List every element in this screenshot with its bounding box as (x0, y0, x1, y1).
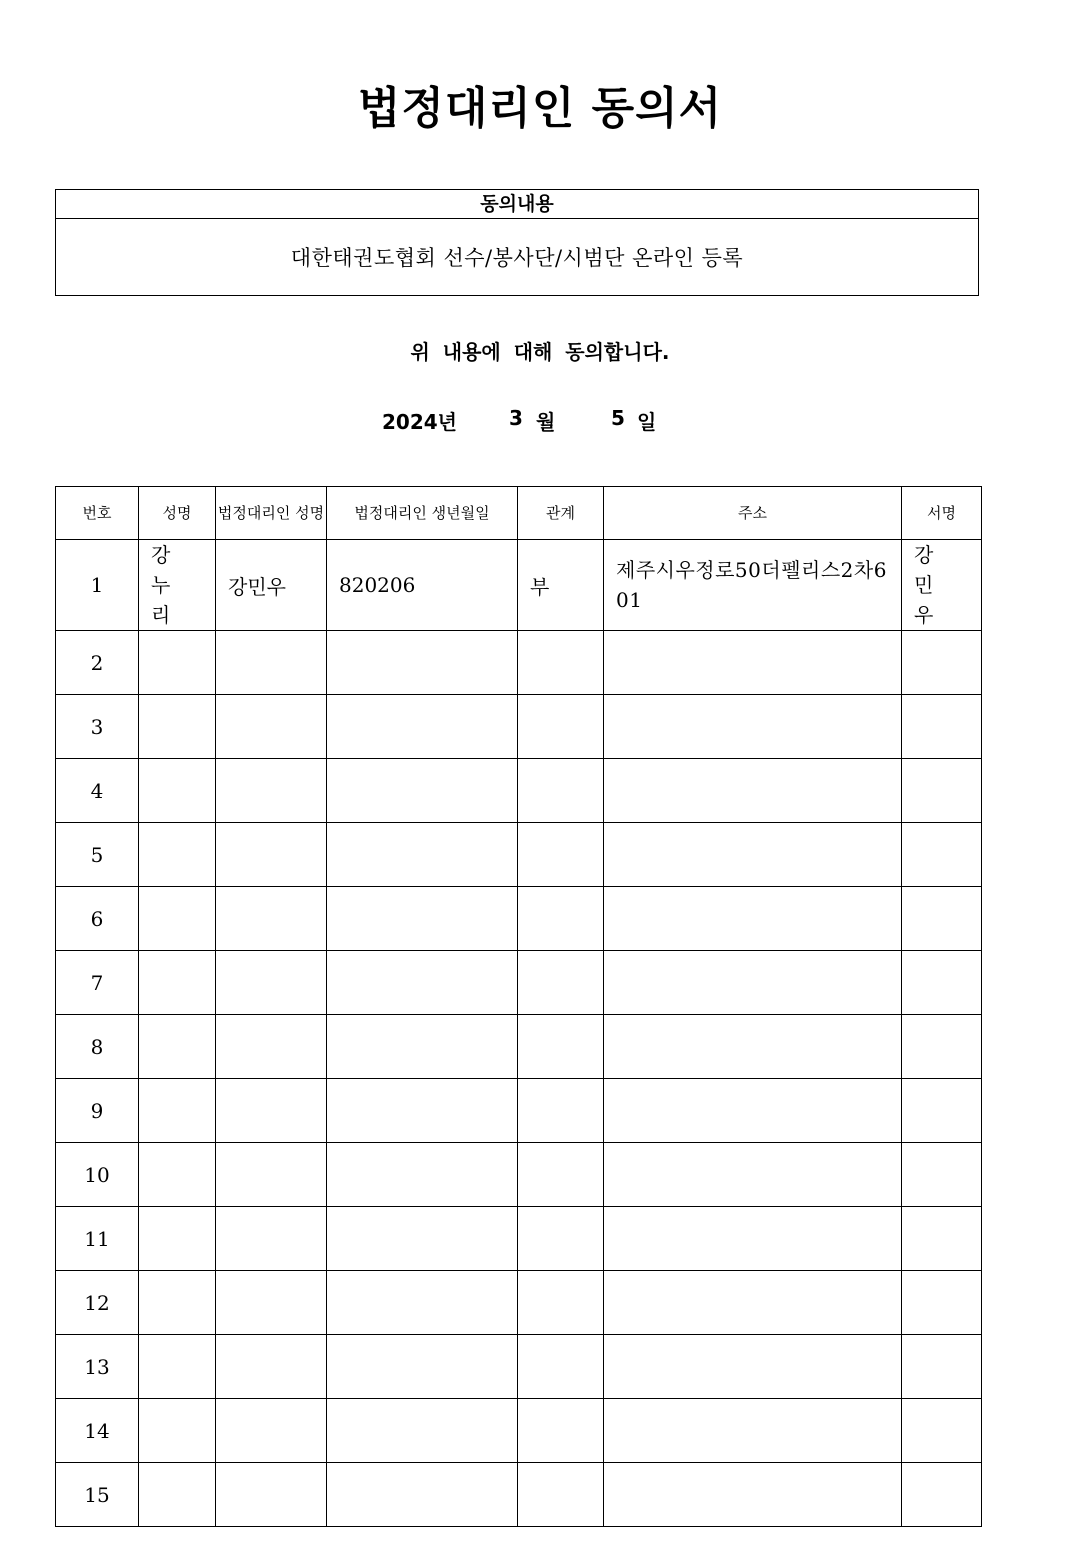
cell-name (139, 887, 216, 951)
cell-guardian-name (216, 1463, 327, 1527)
cell-signature (902, 951, 982, 1015)
cell-no: 9 (56, 1079, 139, 1143)
cell-relation: 부 (518, 540, 604, 631)
cell-signature: 강민우 (902, 540, 982, 631)
cell-signature (902, 1143, 982, 1207)
cell-address: 제주시우정로50더펠리스2차601 (604, 540, 902, 631)
cell-no: 11 (56, 1207, 139, 1271)
header-address: 주소 (604, 487, 902, 540)
cell-guardian-birth (327, 1335, 518, 1399)
cell-guardian-name (216, 759, 327, 823)
cell-guardian-birth (327, 1079, 518, 1143)
cell-relation (518, 951, 604, 1015)
cell-name (139, 759, 216, 823)
cell-name (139, 1271, 216, 1335)
table-row (56, 631, 982, 695)
cell-signature (902, 1079, 982, 1143)
cell-no: 2 (56, 631, 139, 695)
cell-signature (902, 759, 982, 823)
cell-guardian-birth (327, 887, 518, 951)
cell-address (604, 823, 902, 887)
cell-name (139, 1015, 216, 1079)
cell-address (604, 1271, 902, 1335)
header-guardian-name: 법정대리인 성명 (216, 487, 327, 540)
date-line (0, 406, 1080, 436)
cell-no: 3 (56, 695, 139, 759)
cell-guardian-name (216, 695, 327, 759)
agree-statement: 위 내용에 대해 동의합니다. (410, 340, 670, 364)
cell-guardian-name (216, 1143, 327, 1207)
cell-relation (518, 823, 604, 887)
cell-relation (518, 887, 604, 951)
cell-no: 14 (56, 1399, 139, 1463)
cell-address (604, 1335, 902, 1399)
table-row (56, 1399, 982, 1463)
cell-address (604, 631, 902, 695)
cell-relation (518, 1271, 604, 1335)
date-day-unit: 일 (637, 410, 657, 434)
cell-guardian-name (216, 1207, 327, 1271)
cell-no: 10 (56, 1143, 139, 1207)
table-row (56, 887, 982, 951)
cell-no: 5 (56, 823, 139, 887)
consent-body: 대한태권도협회 선수/봉사단/시범단 온라인 등록 (290, 246, 744, 270)
cell-name (139, 1463, 216, 1527)
cell-guardian-name (216, 951, 327, 1015)
cell-signature (902, 1207, 982, 1271)
cell-guardian-name (216, 823, 327, 887)
cell-guardian-name (216, 887, 327, 951)
cell-guardian-birth (327, 1015, 518, 1079)
cell-signature (902, 695, 982, 759)
cell-guardian-birth (327, 823, 518, 887)
table-row (56, 1207, 982, 1271)
cell-guardian-name (216, 1015, 327, 1079)
cell-signature (902, 887, 982, 951)
cell-no: 12 (56, 1271, 139, 1335)
cell-signature (902, 1335, 982, 1399)
cell-address (604, 1463, 902, 1527)
cell-guardian-birth (327, 951, 518, 1015)
header-no: 번호 (56, 487, 139, 540)
table-row (56, 695, 982, 759)
cell-guardian-birth (327, 695, 518, 759)
cell-name: 강누리 (139, 540, 216, 631)
cell-address (604, 1399, 902, 1463)
cell-guardian-birth (327, 631, 518, 695)
cell-address (604, 951, 902, 1015)
cell-name (139, 695, 216, 759)
cell-name (139, 1399, 216, 1463)
cell-relation (518, 695, 604, 759)
cell-no: 15 (56, 1463, 139, 1527)
cell-guardian-name (216, 1271, 327, 1335)
cell-name (139, 951, 216, 1015)
table-header-row (56, 487, 982, 540)
cell-relation (518, 759, 604, 823)
date-day-value: 5 (611, 406, 625, 430)
cell-guardian-name (216, 631, 327, 695)
cell-guardian-birth: 820206 (327, 540, 518, 631)
cell-name (139, 1335, 216, 1399)
cell-relation (518, 631, 604, 695)
cell-name (139, 1079, 216, 1143)
cell-relation (518, 1015, 604, 1079)
cell-no: 13 (56, 1335, 139, 1399)
date-year: 2024년 (382, 410, 457, 434)
cell-relation (518, 1399, 604, 1463)
cell-address (604, 1015, 902, 1079)
cell-name (139, 631, 216, 695)
cell-signature (902, 1015, 982, 1079)
cell-no: 8 (56, 1015, 139, 1079)
cell-guardian-name (216, 1399, 327, 1463)
cell-signature (902, 823, 982, 887)
consent-box (55, 189, 979, 296)
consent-header: 동의내용 (56, 190, 978, 219)
table-row (56, 823, 982, 887)
table-row (56, 1335, 982, 1399)
cell-guardian-name: 강민우 (216, 540, 327, 631)
table-row (56, 1463, 982, 1527)
cell-guardian-birth (327, 759, 518, 823)
cell-address (604, 695, 902, 759)
date-month-unit: 월 (536, 410, 556, 434)
table-row (56, 1143, 982, 1207)
cell-relation (518, 1143, 604, 1207)
table-row (56, 1015, 982, 1079)
cell-guardian-birth (327, 1143, 518, 1207)
date-month-value: 3 (509, 406, 523, 430)
header-guardian-birth: 법정대리인 생년월일 (327, 487, 518, 540)
header-signature: 서명 (902, 487, 982, 540)
document-title: 법정대리인 동의서 (357, 83, 723, 134)
cell-relation (518, 1079, 604, 1143)
cell-guardian-name (216, 1335, 327, 1399)
cell-guardian-birth (327, 1463, 518, 1527)
table-row (56, 951, 982, 1015)
cell-address (604, 887, 902, 951)
cell-guardian-birth (327, 1399, 518, 1463)
cell-signature (902, 631, 982, 695)
cell-guardian-birth (327, 1207, 518, 1271)
cell-relation (518, 1207, 604, 1271)
table-row (56, 540, 982, 631)
table-row (56, 1271, 982, 1335)
cell-address (604, 1079, 902, 1143)
cell-name (139, 1207, 216, 1271)
cell-name (139, 823, 216, 887)
cell-name (139, 1143, 216, 1207)
cell-relation (518, 1463, 604, 1527)
cell-no: 6 (56, 887, 139, 951)
cell-address (604, 1143, 902, 1207)
header-name: 성명 (139, 487, 216, 540)
header-relation: 관계 (518, 487, 604, 540)
cell-signature (902, 1463, 982, 1527)
cell-address (604, 759, 902, 823)
cell-no: 4 (56, 759, 139, 823)
cell-no: 1 (56, 540, 139, 631)
cell-signature (902, 1399, 982, 1463)
cell-guardian-birth (327, 1271, 518, 1335)
cell-address (604, 1207, 902, 1271)
guardian-table (55, 486, 982, 1527)
cell-signature (902, 1271, 982, 1335)
cell-no: 7 (56, 951, 139, 1015)
table-row (56, 1079, 982, 1143)
cell-relation (518, 1335, 604, 1399)
table-row (56, 759, 982, 823)
cell-guardian-name (216, 1079, 327, 1143)
table-body (56, 540, 982, 1527)
